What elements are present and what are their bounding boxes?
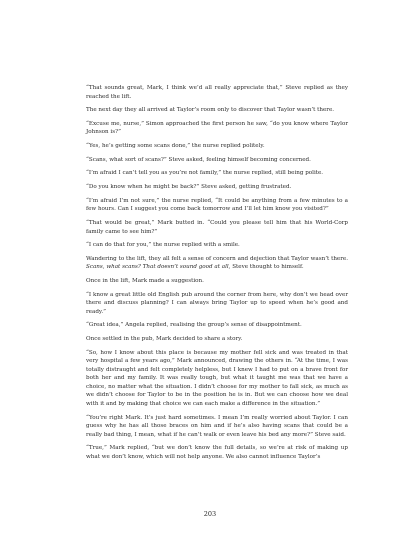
paragraph-16: “So, how I know about this place is because my mother fell sick and was treated in that very hospital a few years ago,” Mark announced, drawing the others in. “At the time, I was totally distraught and felt completely helpless, but I knew I had to put on a brave front for both her and my family. It was really tough, but what it taught me was that we have a choice, no matter what the situation. I didn’t choose for my mother to fall sick, as much as we didn’t choose for Taylor to be in the position he is in. But we can choose how we deal with it and by making that choice we can each make a difference in the situation.” [86,349,348,407]
paragraph-5: “Scans, what sort of scans?” Steve asked, feeling himself becoming concerned. [86,156,311,163]
paragraph-8: “I’m afraid I’m not sure,” the nurse replied, “It could be anything from a few minutes to a few hours. Can I suggest you come back tomorrow and I’ll let him know you visited?” [86,197,348,213]
paragraph-13: “I know a great little old English pub around the corner from here, why don’t we head over there and discuss planning? I can always bring Taylor up to speed when he’s good and ready.” [86,291,348,315]
inner-thought-text: Scans, what scans? That doesn’t sound good at all, [86,264,231,271]
paragraph-17: “You’re right Mark. It’s just hard sometimes. I mean I’m really worried about Taylor. I can guess why he has all those braces on him and if he’s also having scans that could be a really bad thing, I mean, what if he can’t walk or even leave his bed any more?” Steve said. [86,414,348,438]
page-body [86,84,348,466]
paragraph-6: “I’m afraid I can’t tell you as you’re not family,” the nurse replied, still being polite. [86,170,324,177]
paragraph-1: “That sounds great, Mark, I think we’d all really appreciate that,” Steve replied as they reached the lift. [86,85,348,100]
paragraph-18: “True,” Mark replied, “but we don’t know the full details, so we’re at risk of making up what we don’t know, which will not help anyone. We also cannot influence Taylor’s [86,445,348,460]
paragraph-12: Once in the lift, Mark made a suggestion. [86,278,204,285]
paragraph-10: “I can do that for you,” the nurse replied with a smile. [86,242,240,249]
paragraph-14: “Great idea,” Angela replied, realising the group’s sense of disappointment. [86,322,302,329]
paragraph-11: Wandering to the lift, they all felt a sense of concern and dejection that Taylor wasn’t there. Scans, what scans? That doesn’t sound good at all, Steve thought to himself. [86,255,348,271]
paragraph-2: The next day they all arrived at Taylor’s room only to discover that Taylor wasn’t there. [86,107,335,114]
paragraph-4: “Yes, he’s getting some scans done,” the nurse replied politely. [86,143,265,150]
paragraph-7: “Do you know when he might be back?” Steve asked, getting frustrated. [86,184,292,191]
paragraph-9: “That would be great,” Mark butted in. “Could you please tell him that his World-Corp family came to see him?” [86,220,348,235]
paragraph-3: “Excuse me, nurse,” Simon approached the first person he saw, “do you know where Taylor Johnson is?” [86,120,348,136]
paragraph-15: Once settled in the pub, Mark decided to share a story. [86,336,243,343]
page-number: 203 [203,510,217,518]
